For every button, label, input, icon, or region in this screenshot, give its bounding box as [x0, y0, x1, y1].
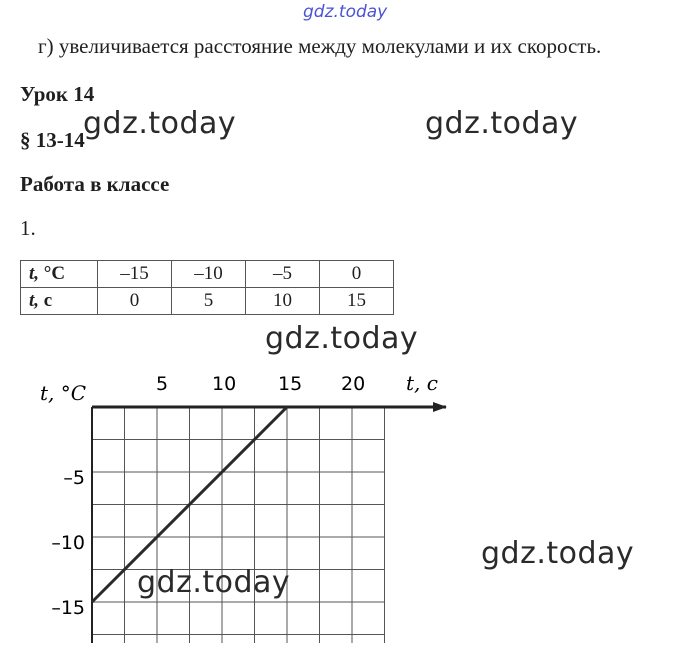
- temperature-unit: °C: [39, 263, 66, 284]
- table-cell: 10: [246, 288, 320, 315]
- y-axis-label: t, °C: [40, 381, 87, 405]
- table-cell: –10: [172, 261, 246, 288]
- table-cell: 0: [320, 261, 394, 288]
- y-tick-label: –15: [51, 597, 85, 619]
- time-unit: с: [39, 290, 53, 311]
- y-tick-label: –5: [63, 467, 85, 489]
- watermark: gdz.today: [425, 106, 579, 141]
- watermark-top: gdz.today: [303, 2, 388, 22]
- watermark: gdz.today: [481, 536, 635, 571]
- section-number: § 13-14: [20, 128, 85, 152]
- x-axis-label: t, c: [406, 371, 438, 395]
- watermark: gdz.today: [137, 565, 291, 600]
- table-cell: –5: [246, 261, 320, 288]
- x-tick-label: 20: [341, 373, 366, 395]
- lesson-title: Урок 14: [20, 82, 95, 106]
- class-work-heading: Работа в классе: [20, 172, 170, 196]
- time-var: t,: [29, 290, 40, 311]
- answer-line: г) увеличивается расстояние между молекулами и их скорость.: [38, 34, 602, 58]
- x-tick-label: 15: [278, 373, 303, 395]
- table-cell: 15: [320, 288, 394, 315]
- watermark: gdz.today: [83, 106, 237, 141]
- watermark: gdz.today: [265, 321, 419, 356]
- table-cell: 5: [172, 288, 246, 315]
- table-cell: –15: [98, 261, 172, 288]
- x-tick-label: 5: [156, 373, 169, 395]
- table-cell: 0: [98, 288, 172, 315]
- task-number: 1.: [20, 216, 36, 240]
- y-tick-label: –10: [51, 532, 85, 554]
- chart-grid: [92, 407, 385, 643]
- temperature-var: t,: [29, 263, 40, 284]
- x-tick-label: 10: [212, 373, 237, 395]
